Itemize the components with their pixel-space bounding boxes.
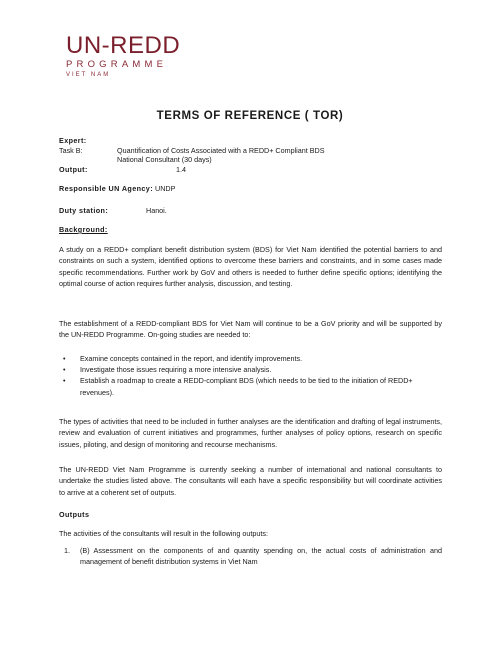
background-heading: Background: <box>59 225 108 234</box>
list-item <box>59 364 442 375</box>
agency-row <box>59 184 175 194</box>
agency-value: UNDP <box>155 184 176 193</box>
output-label: Output: <box>59 164 88 174</box>
un-redd-logo <box>66 34 206 84</box>
list-item-text: Establish a roadmap to create a REDD-compliant BDS (which needs to be tied to the initiation of REDD+ revenues). <box>80 376 413 397</box>
document-title: TERMS OF REFERENCE ( TOR) <box>156 110 344 122</box>
task-label: Task B: <box>59 145 83 155</box>
background-paragraph-4: The UN-REDD Viet Nam Programme is currently seeking a number of international and national consultants to undertake the studies listed above. The consultants will each have a specific responsibility but will coordinate activities to arrive at a coherent set of outputs. <box>59 465 442 497</box>
agency-label: Responsible UN Agency: <box>59 184 154 193</box>
duty-station-value: Hanoi. <box>146 206 167 215</box>
list-item <box>59 353 442 364</box>
outputs-intro: The activities of the consultants will result in the following outputs: <box>59 529 268 538</box>
outputs-heading: Outputs <box>59 510 90 519</box>
list-item-text: Investigate those issues requiring a more intensive analysis. <box>80 365 272 375</box>
logo-main-text: UN-REDD <box>66 32 181 59</box>
task-description-line2: National Consultant (30 days) <box>117 155 212 164</box>
duty-station-label: Duty station: <box>59 206 109 215</box>
item-number: 1. <box>64 546 70 555</box>
bullet-icon: • <box>63 365 66 375</box>
logo-programme-text: PROGRAMME <box>66 59 168 70</box>
task-description-line1: Quantification of Costs Associated with a REDD+ Compliant BDS <box>117 145 325 155</box>
list-item <box>59 375 442 397</box>
expert-label: Expert: <box>59 136 87 145</box>
logo-country-text: VIET NAM <box>66 72 111 78</box>
background-paragraph-1: A study on a REDD+ compliant benefit distribution system (BDS) for Viet Nam identified the potential barriers to and constraints on such a system, identified options to overcome these barriers and constraints, and in some cases made specific recommendations. Further work by GoV and others is needed to further define specific options; identifying the optimal course of action requires further analysis, discussion, and testing. <box>59 245 442 289</box>
bullet-icon: • <box>63 376 66 386</box>
background-paragraph-3: The types of activities that need to be included in further analyses are the identification and drafting of legal instruments, review and evaluation of current initiatives and programmes, further analyses of policy options, research on specific issues, piloting, and design of monitoring and recourse mechanisms. <box>59 417 442 449</box>
background-bullet-list <box>59 353 442 398</box>
outputs-numbered-item <box>59 545 442 567</box>
bullet-icon: • <box>63 354 66 363</box>
background-paragraph-2: The establishment of a REDD-compliant BDS for Viet Nam will continue to be a GoV priority and will be supported by the UN-REDD Programme. On-going studies are needed to: <box>59 319 442 340</box>
item-text: (B) Assessment on the components of and quantity spending on, the actual costs of administration and management of benefit distribution systems in Viet Nam <box>80 546 442 567</box>
list-item-text: Examine concepts contained in the report, and identify improvements. <box>80 354 303 363</box>
output-value: 1.4 <box>176 164 186 174</box>
